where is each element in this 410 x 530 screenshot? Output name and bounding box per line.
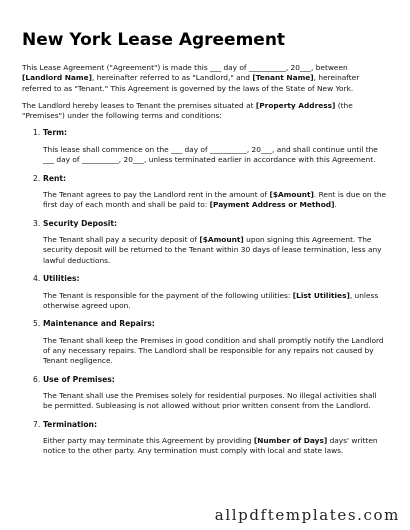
section-body	[43, 336, 388, 367]
section-title: Use of Premises:	[43, 374, 115, 384]
section-body	[43, 436, 388, 457]
section-number: 5.	[33, 319, 41, 329]
placeholder-field: [Payment Address or Method]	[209, 200, 335, 210]
section-body	[43, 235, 388, 266]
text-run: The Tenant shall use the Premises solely for residential purposes. No illegal activities shall be permitted. Subleasing is not allowed without prior written consent from the Landlord.	[43, 391, 377, 411]
section-body	[43, 145, 388, 166]
text-run: , hereinafter referred to as "Landlord," and	[92, 73, 253, 83]
section-title: Termination:	[43, 419, 98, 429]
section-number: 1.	[33, 128, 41, 138]
text-run: upon signing this Agreement. The security deposit will be returned to the Tenant within 30 days of lease termination, less any lawful deductions.	[43, 235, 382, 265]
section-heading	[43, 219, 388, 230]
section-heading	[43, 274, 388, 285]
watermark-logo: allpdftemplates.com	[214, 506, 400, 524]
section-title: Security Deposit:	[43, 218, 117, 228]
section-body	[43, 190, 388, 211]
section-title: Term:	[43, 128, 68, 138]
placeholder-field: [$Amount]	[269, 190, 314, 200]
text-run: days' written notice to the other party. Any termination must comply with local and state laws.	[43, 436, 378, 456]
text-run: Either party may terminate this Agreement by providing	[43, 436, 254, 446]
text-run: .	[334, 200, 337, 210]
section-heading	[43, 375, 388, 386]
placeholder-field: [List Utilities]	[292, 290, 350, 300]
placeholder-field: [Landlord Name]	[22, 73, 93, 83]
placeholder-field: [Property Address]	[255, 100, 336, 110]
text-run: , hereinafter referred to as "Tenant." This Agreement is governed by the laws of the State of New York.	[22, 73, 360, 93]
intro-paragraph	[22, 63, 388, 94]
term-section	[22, 375, 388, 412]
section-title: Rent:	[43, 173, 67, 183]
section-number: 6.	[33, 374, 41, 384]
text-run: This lease shall commence on the ___ day of __________, 20___, and shall continue until the ___ day of __________, 20___, unless terminated earlier in accordance with this Agreement.	[43, 144, 378, 165]
section-number: 2.	[33, 173, 41, 183]
term-section	[22, 319, 388, 366]
section-heading	[43, 420, 388, 431]
section-body	[43, 391, 388, 412]
text-run: The Landlord hereby leases to Tenant the premises situated at	[22, 100, 256, 110]
premises-paragraph	[22, 101, 388, 122]
section-heading	[43, 174, 388, 185]
terms-list	[22, 128, 388, 456]
text-run: , unless otherwise agreed upon.	[43, 290, 379, 310]
term-section	[22, 174, 388, 211]
placeholder-field: [$Amount]	[199, 235, 244, 245]
section-title: Utilities:	[43, 274, 80, 284]
text-run: The Tenant is responsible for the payment of the following utilities:	[43, 290, 293, 300]
term-section	[22, 274, 388, 311]
text-run: The Tenant agrees to pay the Landlord rent in the amount of	[43, 190, 270, 200]
text-run: (the "Premises") under the following terms and conditions:	[22, 100, 353, 121]
section-heading	[43, 128, 388, 139]
section-title: Maintenance and Repairs:	[43, 319, 155, 329]
section-number: 4.	[33, 274, 41, 284]
term-section	[22, 128, 388, 165]
section-body	[43, 291, 388, 312]
text-run: This Lease Agreement ("Agreement") is made this ___ day of __________, 20___, between	[22, 63, 348, 72]
section-number: 7.	[33, 419, 41, 429]
text-run: The Tenant shall pay a security deposit of	[43, 235, 200, 245]
term-section	[22, 420, 388, 457]
placeholder-field: [Number of Days]	[253, 436, 328, 446]
section-heading	[43, 319, 388, 330]
section-number: 3.	[33, 218, 41, 228]
text-run: The Tenant shall keep the Premises in good condition and shall promptly notify the Landlord of any necessary repairs. The Landlord shall be responsible for any repairs not caused by Tenant negligence.	[43, 335, 384, 366]
text-run: . Rent is due on the first day of each month and shall be paid to:	[43, 190, 387, 210]
term-section	[22, 219, 388, 266]
document-title: New York Lease Agreement	[22, 30, 286, 50]
placeholder-field: [Tenant Name]	[252, 73, 314, 83]
